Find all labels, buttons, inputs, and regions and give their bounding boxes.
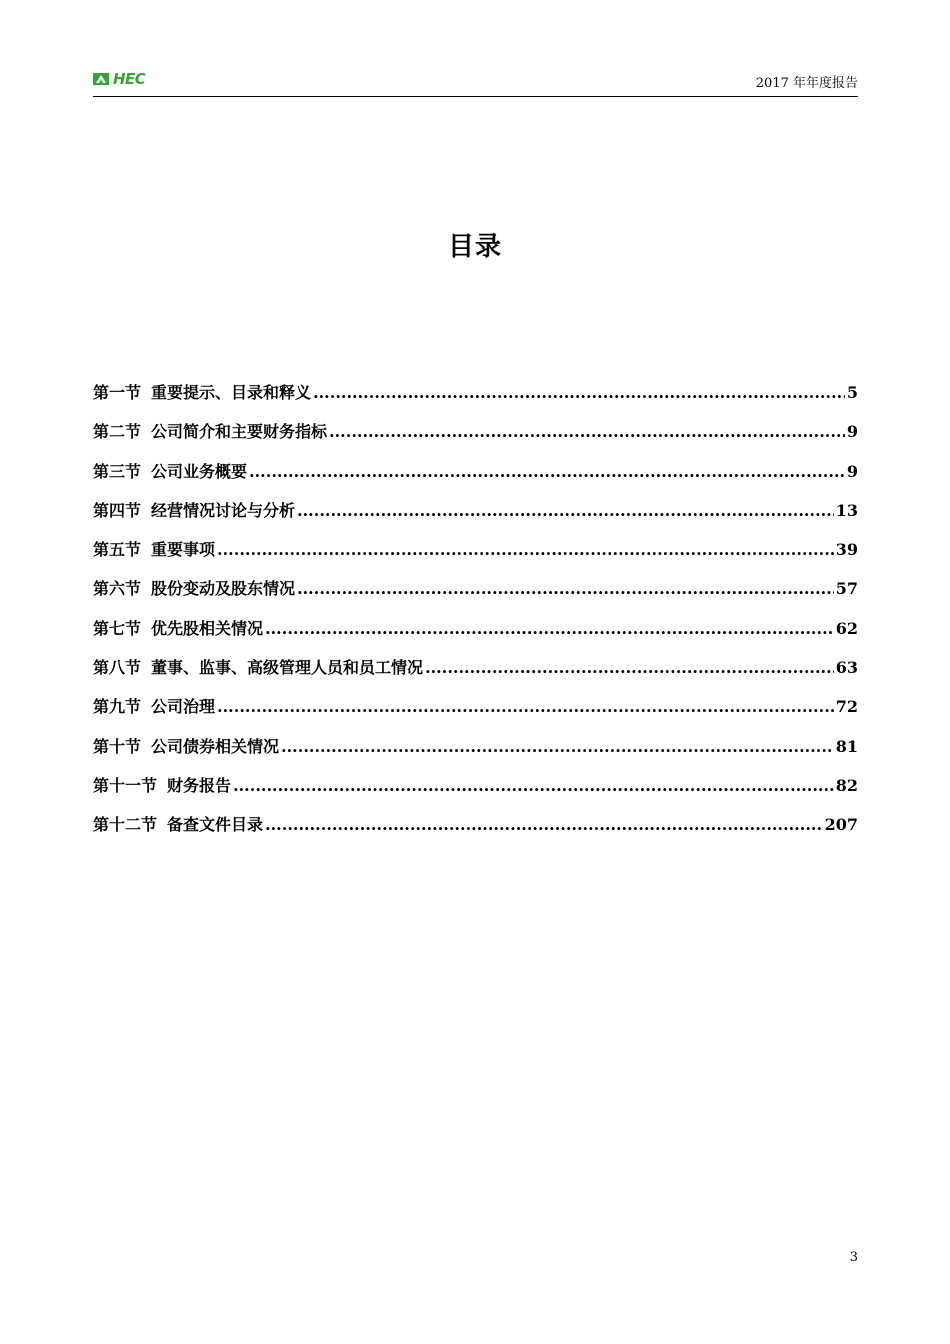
toc-dot-leader bbox=[425, 658, 834, 677]
company-logo bbox=[93, 68, 145, 90]
toc-entry-2[interactable] bbox=[93, 419, 858, 458]
toc-section-number: 第六节 bbox=[93, 579, 142, 599]
toc-heading: 经营情况讨论与分析 bbox=[151, 500, 296, 520]
toc-heading: 股份变动及股东情况 bbox=[151, 579, 296, 599]
toc-entry-7[interactable] bbox=[93, 616, 858, 655]
toc-dot-leader bbox=[249, 462, 845, 481]
toc-page-number: 63 bbox=[835, 658, 858, 678]
toc-heading: 公司债券相关情况 bbox=[151, 736, 280, 756]
toc-heading: 优先股相关情况 bbox=[151, 618, 264, 638]
toc-heading: 财务报告 bbox=[167, 775, 232, 795]
toc-page-number: 62 bbox=[835, 618, 858, 638]
toc-dot-leader bbox=[329, 422, 845, 441]
toc-page-number: 81 bbox=[835, 736, 858, 756]
toc-dot-leader bbox=[313, 383, 845, 402]
toc-page-number: 82 bbox=[835, 775, 858, 795]
logo-text: HEC bbox=[113, 70, 146, 88]
toc-dot-leader bbox=[297, 501, 834, 520]
toc-page-number: 13 bbox=[835, 500, 858, 520]
page-title: 目录 bbox=[447, 232, 502, 262]
toc-page-number: 9 bbox=[846, 461, 858, 481]
toc-entry-8[interactable] bbox=[93, 655, 858, 694]
toc-dot-leader bbox=[265, 815, 823, 834]
toc-entry-10[interactable] bbox=[93, 734, 858, 773]
toc-dot-leader bbox=[297, 579, 834, 598]
table-of-contents bbox=[93, 380, 858, 852]
toc-dot-leader bbox=[217, 540, 834, 559]
toc-section-number: 第十一节 bbox=[93, 775, 158, 795]
toc-page-number: 39 bbox=[835, 540, 858, 560]
toc-heading: 重要事项 bbox=[151, 540, 216, 560]
toc-heading: 公司简介和主要财务指标 bbox=[151, 422, 328, 442]
toc-section-number: 第三节 bbox=[93, 461, 142, 481]
toc-dot-leader bbox=[233, 776, 834, 795]
toc-page-number: 9 bbox=[846, 422, 858, 442]
toc-page-number: 207 bbox=[824, 815, 858, 835]
page-header bbox=[93, 68, 858, 96]
toc-entry-6[interactable] bbox=[93, 576, 858, 615]
toc-heading: 备查文件目录 bbox=[167, 815, 264, 835]
toc-heading: 公司治理 bbox=[151, 697, 216, 717]
toc-section-number: 第一节 bbox=[93, 383, 142, 402]
toc-entry-12[interactable] bbox=[93, 812, 858, 851]
header-divider bbox=[93, 96, 858, 97]
page-number: 3 bbox=[849, 1250, 858, 1265]
toc-section-number: 第七节 bbox=[93, 618, 142, 638]
toc-section-number: 第五节 bbox=[93, 540, 142, 560]
logo-leaf-icon bbox=[93, 72, 111, 86]
toc-page-number: 5 bbox=[846, 383, 858, 402]
report-name: 2017 年年度报告 bbox=[755, 76, 858, 91]
toc-dot-leader bbox=[217, 697, 834, 716]
toc-entry-1[interactable] bbox=[93, 380, 858, 419]
toc-entry-9[interactable] bbox=[93, 694, 858, 733]
toc-page-number: 72 bbox=[835, 697, 858, 717]
toc-section-number: 第八节 bbox=[93, 658, 142, 678]
toc-entry-3[interactable] bbox=[93, 459, 858, 498]
toc-dot-leader bbox=[265, 619, 834, 638]
toc-entry-4[interactable] bbox=[93, 498, 858, 537]
toc-entry-5[interactable] bbox=[93, 537, 858, 576]
toc-section-number: 第四节 bbox=[93, 500, 142, 520]
toc-heading: 重要提示、目录和释义 bbox=[151, 383, 312, 402]
toc-section-number: 第十二节 bbox=[93, 815, 158, 835]
toc-heading: 董事、监事、高级管理人员和员工情况 bbox=[151, 658, 424, 678]
toc-dot-leader bbox=[281, 737, 834, 756]
toc-heading: 公司业务概要 bbox=[151, 461, 248, 481]
toc-section-number: 第二节 bbox=[93, 422, 142, 442]
toc-page-number: 57 bbox=[835, 579, 858, 599]
toc-entry-11[interactable] bbox=[93, 773, 858, 812]
toc-section-number: 第九节 bbox=[93, 697, 142, 717]
toc-section-number: 第十节 bbox=[93, 736, 142, 756]
